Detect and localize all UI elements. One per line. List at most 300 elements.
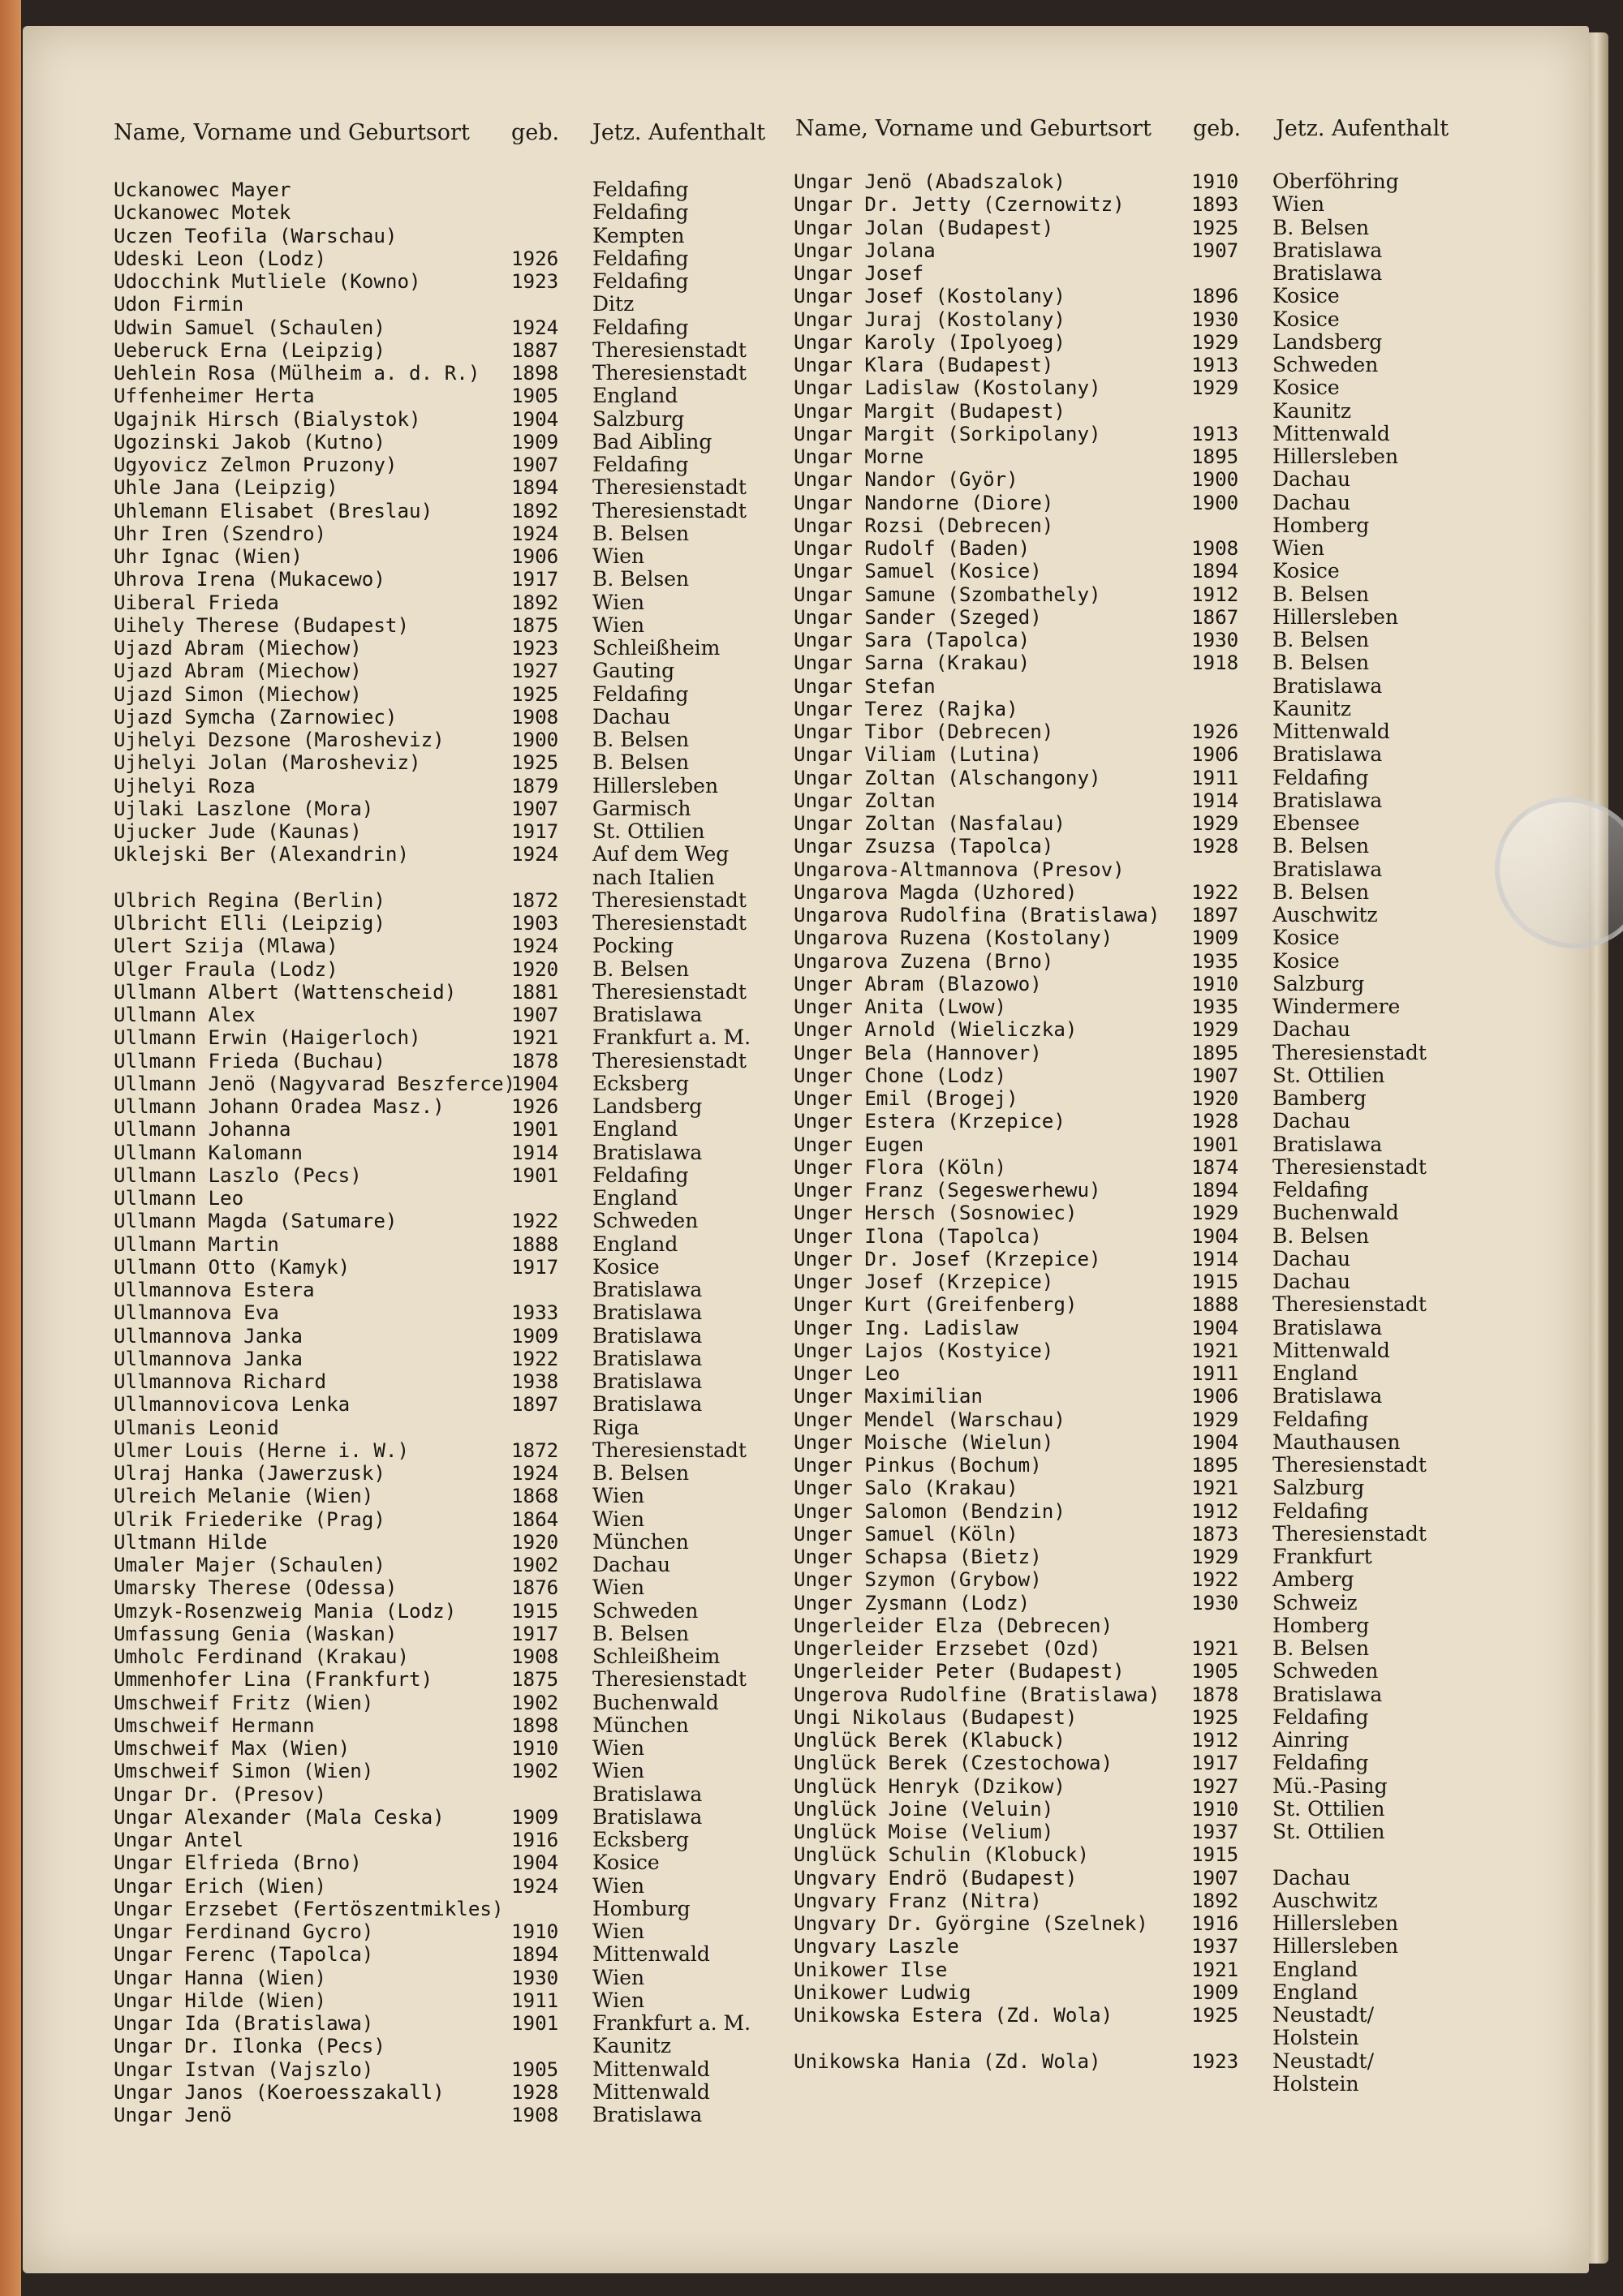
entry-location: Mittenwald <box>592 1942 710 1967</box>
entry-year: 1907 <box>1191 1866 1239 1890</box>
entry-year: 1876 <box>511 1576 559 1600</box>
entry-year: 1917 <box>511 1255 559 1279</box>
list-item <box>114 1118 779 1141</box>
entry-name: Udwin Samuel (Schaulen) <box>114 316 385 339</box>
list-item <box>114 1279 779 1301</box>
entry-location: Windermere <box>1272 995 1401 1018</box>
list-item <box>794 1110 1492 1133</box>
entry-year: 1909 <box>511 430 559 454</box>
list-item <box>794 1523 1492 1546</box>
list-item <box>794 1018 1492 1041</box>
list-item <box>114 798 779 820</box>
entry-name: Ultmann Hilde <box>114 1530 268 1554</box>
entry-name: Ungar Sarna (Krakau) <box>794 651 1031 675</box>
entry-location: Salzburg <box>1272 971 1365 995</box>
entry-name: Ungar Jolan (Budapest) <box>794 216 1054 239</box>
list-item <box>794 1179 1492 1202</box>
entry-name: Ungar Rozsi (Debrecen) <box>794 514 1054 537</box>
entry-name: Ungvary Franz (Nitra) <box>794 1889 1042 1912</box>
entry-name: Unglück Schulin (Klobuck) <box>794 1843 1090 1867</box>
entry-location: München <box>592 1529 689 1554</box>
entry-location: Wien <box>592 613 645 637</box>
entry-name: Unikower Ilse <box>794 1958 948 1981</box>
entry-name: Ulmanis Leonid <box>114 1416 279 1439</box>
list-item <box>114 843 779 866</box>
entry-year: 1901 <box>511 2012 559 2035</box>
entry-year: 1909 <box>1191 927 1239 950</box>
entry-location: Bratislawa <box>1272 788 1383 812</box>
entry-year: 1908 <box>511 2104 559 2126</box>
entry-name: Umaler Majer (Schaulen) <box>114 1554 385 1576</box>
entry-name: Ungar Nandorne (Diore) <box>794 491 1054 514</box>
entry-location: Feldafing <box>592 1163 689 1187</box>
entry-year: 1923 <box>1191 2049 1239 2073</box>
list-item <box>114 775 779 798</box>
entry-location: Bratislawa <box>592 1369 703 1393</box>
entry-year: 1916 <box>511 1829 559 1851</box>
list-item <box>114 385 779 407</box>
entry-location: Hillersleben <box>1272 445 1399 468</box>
entry-year: 1918 <box>1191 651 1239 675</box>
entry-location: Kosice <box>1272 307 1340 331</box>
entry-location: Schweden <box>1272 353 1379 376</box>
entry-year: 1904 <box>511 407 559 431</box>
entry-location: Dachau <box>1272 467 1351 492</box>
entry-year: 1930 <box>511 1966 559 1989</box>
entry-location: Mittenwald <box>592 2079 710 2104</box>
list-item <box>794 1477 1492 1499</box>
entry-year: 1901 <box>511 1163 559 1187</box>
right-header-geb: geb. <box>1193 116 1242 141</box>
entry-name: Ungar Elfrieda (Brno) <box>114 1851 362 1875</box>
list-item <box>794 1202 1492 1224</box>
entry-year: 1905 <box>1191 1660 1239 1683</box>
entry-year: 1914 <box>1191 1247 1239 1271</box>
entry-year: 1912 <box>1191 1499 1239 1523</box>
list-item <box>114 270 779 293</box>
entry-year: 1920 <box>511 1530 559 1554</box>
list-item <box>114 1600 779 1623</box>
entry-year: 1901 <box>1191 1133 1239 1156</box>
entry-location: Hillersleben <box>1272 1911 1399 1935</box>
list-item <box>114 683 779 706</box>
entry-year: 1893 <box>1191 193 1239 217</box>
entry-location: Wien <box>592 590 645 614</box>
list-item <box>114 1943 779 1966</box>
entry-location: Theresienstadt <box>1272 1154 1427 1179</box>
list-item <box>114 729 779 751</box>
entry-location: Feldafing <box>592 269 689 293</box>
entry-year: 1920 <box>511 957 559 981</box>
entry-year: 1909 <box>1191 1980 1239 2004</box>
list-item <box>114 568 779 591</box>
entry-location: B. Belsen <box>1272 215 1370 239</box>
entry-name: Ungar Sander (Szeged) <box>794 605 1042 629</box>
list-item <box>114 751 779 774</box>
entry-name: Ungar Ferdinand Gycro) <box>114 1920 374 1943</box>
entry-location: Bad Aibling <box>592 429 712 454</box>
list-item <box>114 1531 779 1554</box>
entry-year: 1929 <box>1191 812 1239 835</box>
entry-year: 1917 <box>511 568 559 591</box>
list-item <box>114 247 779 270</box>
entry-year: 1924 <box>511 1874 559 1898</box>
entry-location: Theresienstadt <box>592 888 747 912</box>
entry-location: B. Belsen <box>1272 628 1370 651</box>
entry-location: Holstein <box>1272 2026 1359 2050</box>
entry-location: Bratislawa <box>592 1301 703 1325</box>
entry-name: Ungar Alexander (Mala Ceska) <box>114 1805 445 1829</box>
entry-name: Ungar Antel <box>114 1829 244 1851</box>
left-header-geb: geb. <box>511 120 560 145</box>
entry-year: 1937 <box>1191 1935 1239 1958</box>
list-item <box>794 1867 1492 1890</box>
entry-year: 1887 <box>511 338 559 362</box>
entry-name: Ungarova Ruzena (Kostolany) <box>794 927 1113 950</box>
entry-year: 1895 <box>1191 1454 1239 1477</box>
entry-year: 1902 <box>511 1554 559 1576</box>
list-item <box>114 1967 779 1989</box>
entry-name: Ungar Karoly (Ipolyoeg) <box>794 330 1065 354</box>
entry-location: Frankfurt a. M. <box>592 2011 751 2035</box>
list-item <box>794 629 1492 651</box>
entry-location: Kosice <box>1272 948 1340 973</box>
entry-location: Dachau <box>1272 1865 1351 1890</box>
entry-year: 1867 <box>1191 605 1239 629</box>
entry-location: Feldafing <box>592 178 689 201</box>
list-item <box>794 514 1492 537</box>
list-item <box>114 2035 779 2057</box>
entry-name: Ullmannova Estera <box>114 1279 315 1301</box>
entry-name: Ungar Dr. Ilonka (Pecs) <box>114 2035 385 2058</box>
entry-year: 1864 <box>511 1507 559 1531</box>
entry-location: England <box>1272 1957 1358 1981</box>
entry-location: Feldafing <box>1272 765 1369 789</box>
entry-name: Ungar Margit (Sorkipolany) <box>794 422 1101 445</box>
entry-year: 1904 <box>1191 1316 1239 1339</box>
entry-location: München <box>592 1713 689 1737</box>
entry-name: Umschweif Hermann <box>114 1713 315 1737</box>
list-item <box>114 981 779 1004</box>
entry-year: 1927 <box>1191 1774 1239 1798</box>
entry-location: Ecksberg <box>592 1828 689 1851</box>
entry-name: Uhr Iren (Szendro) <box>114 522 327 545</box>
entry-name: Ungar Josef <box>794 262 924 285</box>
list-item <box>114 1554 779 1576</box>
list-item <box>794 1683 1492 1706</box>
list-item <box>794 789 1492 812</box>
list-item <box>794 675 1492 698</box>
entry-name: Ungerleider Elza (Debrecen) <box>794 1614 1113 1637</box>
entry-year: 1916 <box>1191 1912 1239 1935</box>
list-item <box>794 376 1492 399</box>
list-item <box>114 935 779 957</box>
entry-year: 1894 <box>511 1943 559 1967</box>
entry-name: Unglück Moise (Velium) <box>794 1821 1054 1843</box>
entry-name: Ungar Zsuzsa (Tapolca) <box>794 835 1054 858</box>
list-item <box>114 201 779 224</box>
entry-year: 1896 <box>1191 285 1239 308</box>
entry-year: 1928 <box>511 2080 559 2104</box>
entry-name: Unger Lajos (Kostyice) <box>794 1339 1054 1362</box>
entry-name: Udeski Leon (Lodz) <box>114 247 327 270</box>
entry-location: Theresienstadt <box>592 475 747 500</box>
list-item <box>794 560 1492 583</box>
entry-name: Ungarova Rudolfina (Bratislawa) <box>794 904 1160 927</box>
entry-location: Neustadt/ <box>1272 2049 1375 2073</box>
list-item <box>794 1775 1492 1798</box>
entry-location: Schleißheim <box>592 1645 721 1668</box>
entry-location: Theresienstadt <box>592 911 747 935</box>
entry-location: Homburg <box>592 1896 691 1920</box>
list-item <box>114 431 779 454</box>
list-item <box>114 1623 779 1645</box>
entry-year: 1912 <box>1191 1729 1239 1752</box>
entry-name: Ullmann Albert (Wattenscheid) <box>114 980 457 1004</box>
entry-location: Wien <box>592 1988 645 2012</box>
list-item <box>794 881 1492 904</box>
entry-name: Ullmann Kalomann <box>114 1141 303 1164</box>
list-item <box>114 1004 779 1026</box>
list-item <box>114 1164 779 1187</box>
entry-year: 1900 <box>1191 491 1239 514</box>
entry-year: 1894 <box>511 476 559 500</box>
entry-name: Udocchink Mutliele (Kowno) <box>114 270 421 293</box>
entry-location: Theresienstadt <box>592 498 747 522</box>
list-item <box>114 1851 779 1874</box>
entry-name: Ungar Samune (Szombathely) <box>794 583 1101 606</box>
list-item <box>114 293 779 316</box>
entry-year: 1905 <box>511 2057 559 2081</box>
entry-location: Kaunitz <box>1272 398 1351 423</box>
entry-year: 1929 <box>1191 1202 1239 1225</box>
entry-location: Bratislawa <box>1272 742 1383 767</box>
entry-year: 1930 <box>1191 1591 1239 1615</box>
entry-location: Buchenwald <box>592 1690 719 1714</box>
entry-year: 1892 <box>1191 1889 1239 1912</box>
entry-name: Ujhelyi Dezsone (Marosheviz) <box>114 729 445 751</box>
entry-name: Ungar Nandor (Györ) <box>794 468 1018 492</box>
entry-year: 1928 <box>1191 1110 1239 1133</box>
entry-name: Ueberuck Erna (Leipzig) <box>114 338 385 362</box>
entry-name: Unglück Joine (Veluin) <box>794 1797 1054 1821</box>
entry-name: Ugozinski Jakob (Kutno) <box>114 430 385 454</box>
entry-location: Homberg <box>1272 513 1370 537</box>
entry-name: Ungar Zoltan (Alschangony) <box>794 766 1101 789</box>
list-item <box>114 2081 779 2104</box>
entry-location: Wien <box>592 1576 645 1600</box>
entry-name: Ullmann Leo <box>114 1187 244 1210</box>
entry-location: Hillersleben <box>1272 604 1399 629</box>
entry-name: Uhlemann Elisabet (Breslau) <box>114 499 433 522</box>
list-item <box>794 904 1492 927</box>
entry-year: 1907 <box>1191 1064 1239 1087</box>
list-item <box>794 2027 1492 2049</box>
entry-year: 1904 <box>511 1072 559 1095</box>
list-item <box>794 812 1492 835</box>
entry-name: Ungar Hanna (Wien) <box>114 1966 327 1989</box>
entry-year: 1872 <box>511 1438 559 1462</box>
list-item <box>794 651 1492 674</box>
entry-location: Kempten <box>592 223 685 247</box>
list-item <box>794 1752 1492 1774</box>
entry-location: Amberg <box>1272 1567 1354 1592</box>
entry-location: Kaunitz <box>592 2034 671 2058</box>
entry-location: England <box>592 1186 678 1210</box>
entry-year: 1929 <box>1191 1546 1239 1568</box>
entry-location: Bratislawa <box>592 1804 703 1829</box>
entry-location: Salzburg <box>592 406 685 431</box>
entry-year: 1907 <box>1191 239 1239 262</box>
list-item <box>794 1339 1492 1362</box>
list-item <box>794 1890 1492 1912</box>
list-item <box>794 835 1492 858</box>
entry-year: 1917 <box>511 820 559 843</box>
entry-location: Pocking <box>592 934 674 958</box>
entry-name: Unger Abram (Blazowo) <box>794 972 1042 995</box>
entry-name: Ungar Ladislaw (Kostolany) <box>794 376 1101 400</box>
list-item <box>794 1821 1492 1843</box>
entry-name: Ullmann Otto (Kamyk) <box>114 1255 351 1279</box>
entry-name: Ungar Jenö (Abadszalok) <box>794 170 1065 193</box>
list-item <box>794 1408 1492 1431</box>
entry-location: Schweden <box>1272 1659 1379 1683</box>
entry-name: Unger Ing. Ladislaw <box>794 1316 1018 1339</box>
entry-name: Ungarova-Altmannova (Presov) <box>794 858 1125 881</box>
entry-name: Umschweif Simon (Wien) <box>114 1760 374 1783</box>
entry-name: Uhle Jana (Leipzig) <box>114 476 338 500</box>
list-item <box>794 1271 1492 1293</box>
entry-name: Ujazd Abram (Miechow) <box>114 660 362 683</box>
list-item <box>794 492 1492 514</box>
list-item <box>114 1737 779 1760</box>
entry-year: 1922 <box>1191 1568 1239 1592</box>
entry-name: Ungar Rudolf (Baden) <box>794 537 1031 560</box>
entry-name: Ungar Dr. (Presov) <box>114 1782 327 1806</box>
entry-name: Ulger Fraula (Lodz) <box>114 957 338 981</box>
entry-name: Ullmannova Eva <box>114 1301 279 1325</box>
entry-location: B. Belsen <box>1272 651 1370 675</box>
list-item <box>114 1026 779 1049</box>
entry-location: nach Italien <box>592 865 715 889</box>
list-item <box>114 1073 779 1095</box>
list-item <box>794 1546 1492 1568</box>
entry-location: Feldafing <box>592 453 689 476</box>
entry-name: Ugyovicz Zelmon Pruzony) <box>114 454 398 476</box>
entry-name: Ungar Jolana <box>794 239 936 262</box>
entry-location: Dachau <box>1272 1109 1351 1133</box>
entry-year: 1917 <box>511 1622 559 1645</box>
entry-location: B. Belsen <box>1272 1636 1370 1660</box>
entry-year: 1922 <box>1191 880 1239 904</box>
entry-name: Unikowska Estera (Zd. Wola) <box>794 2004 1113 2027</box>
entry-name: Ungar Ida (Bratislawa) <box>114 2012 374 2035</box>
entry-location: Wien <box>1272 192 1325 217</box>
entry-year: 1930 <box>1191 307 1239 331</box>
entry-year: 1901 <box>511 1118 559 1142</box>
entry-year: 1902 <box>511 1691 559 1714</box>
entry-location: Buchenwald <box>1272 1201 1399 1225</box>
entry-location: Bratislawa <box>592 1323 703 1348</box>
entry-year: 1909 <box>511 1324 559 1348</box>
entry-name: Ullmannova Janka <box>114 1347 303 1370</box>
entry-name: Ungar Margit (Budapest) <box>794 399 1065 423</box>
entry-location: Theresienstadt <box>592 1438 747 1462</box>
list-item <box>794 217 1492 239</box>
entry-location: St. Ottilien <box>1272 1820 1385 1843</box>
list-item <box>114 1462 779 1485</box>
entry-name: Unger Pinkus (Bochum) <box>794 1454 1042 1477</box>
entry-name: Umzyk-Rosenzweig Mania (Lodz) <box>114 1599 457 1623</box>
list-item <box>114 339 779 362</box>
entry-location: Mü.-Pasing <box>1272 1774 1388 1798</box>
entry-location: Mittenwald <box>1272 421 1390 445</box>
entry-name: Ugajnik Hirsch (Bialystok) <box>114 407 421 431</box>
list-item <box>794 720 1492 743</box>
entry-location: Frankfurt <box>1272 1545 1372 1568</box>
entry-name: Ullmann Alex <box>114 1004 256 1026</box>
entry-name: Ulbricht Elli (Leipzig) <box>114 912 385 935</box>
list-item <box>114 408 779 431</box>
entry-location: B. Belsen <box>1272 1223 1370 1248</box>
list-item <box>114 1301 779 1324</box>
right-header-location: Jetz. Aufenthalt <box>1276 116 1449 141</box>
entry-year: 1925 <box>1191 216 1239 239</box>
list-item <box>114 1714 779 1737</box>
entry-location: Landsberg <box>1272 329 1383 354</box>
entry-name: Unglück Henryk (Dzikow) <box>794 1774 1065 1798</box>
entry-year: 1898 <box>511 362 559 385</box>
list-item <box>114 706 779 729</box>
entry-name: Ungar Jenö <box>114 2104 232 2126</box>
list-item <box>114 1783 779 1806</box>
entry-name: Ulrik Friederike (Prag) <box>114 1507 385 1531</box>
entry-year: 1923 <box>511 637 559 660</box>
entry-year: 1910 <box>511 1920 559 1943</box>
entry-year: 1906 <box>1191 1385 1239 1408</box>
entry-year: 1925 <box>511 682 559 706</box>
list-item <box>114 1348 779 1370</box>
entry-location: Wien <box>592 1736 645 1760</box>
entry-name: Ujhelyi Roza <box>114 774 256 798</box>
list-item <box>794 331 1492 354</box>
list-item <box>114 866 779 889</box>
list-item <box>794 193 1492 216</box>
list-item <box>114 1668 779 1691</box>
entry-location: Bratislawa <box>592 2103 703 2126</box>
entry-year: 1868 <box>511 1485 559 1508</box>
entry-name: Unger Mendel (Warschau) <box>794 1408 1065 1431</box>
left-header-location: Jetz. Aufenthalt <box>592 120 766 145</box>
entry-name: Unglück Berek (Czestochowa) <box>794 1752 1113 1775</box>
entry-year: 1907 <box>511 797 559 820</box>
entry-location: Auschwitz <box>1272 903 1378 927</box>
entry-name: Unger Salomon (Bendzin) <box>794 1499 1065 1523</box>
entry-year: 1895 <box>1191 445 1239 468</box>
entry-location: Feldafing <box>592 200 689 225</box>
entry-year: 1878 <box>1191 1683 1239 1706</box>
entry-name: Unger Bela (Hannover) <box>794 1041 1042 1064</box>
entry-name: Unger Maximilian <box>794 1385 983 1408</box>
entry-name: Uklejski Ber (Alexandrin) <box>114 843 410 866</box>
list-item <box>114 1417 779 1439</box>
entry-location: Wien <box>1272 536 1325 560</box>
list-item <box>794 1133 1492 1156</box>
entry-year: 1927 <box>511 660 559 683</box>
list-item <box>794 858 1492 881</box>
list-item <box>114 2058 779 2081</box>
entry-location: Theresienstadt <box>1272 1040 1427 1064</box>
